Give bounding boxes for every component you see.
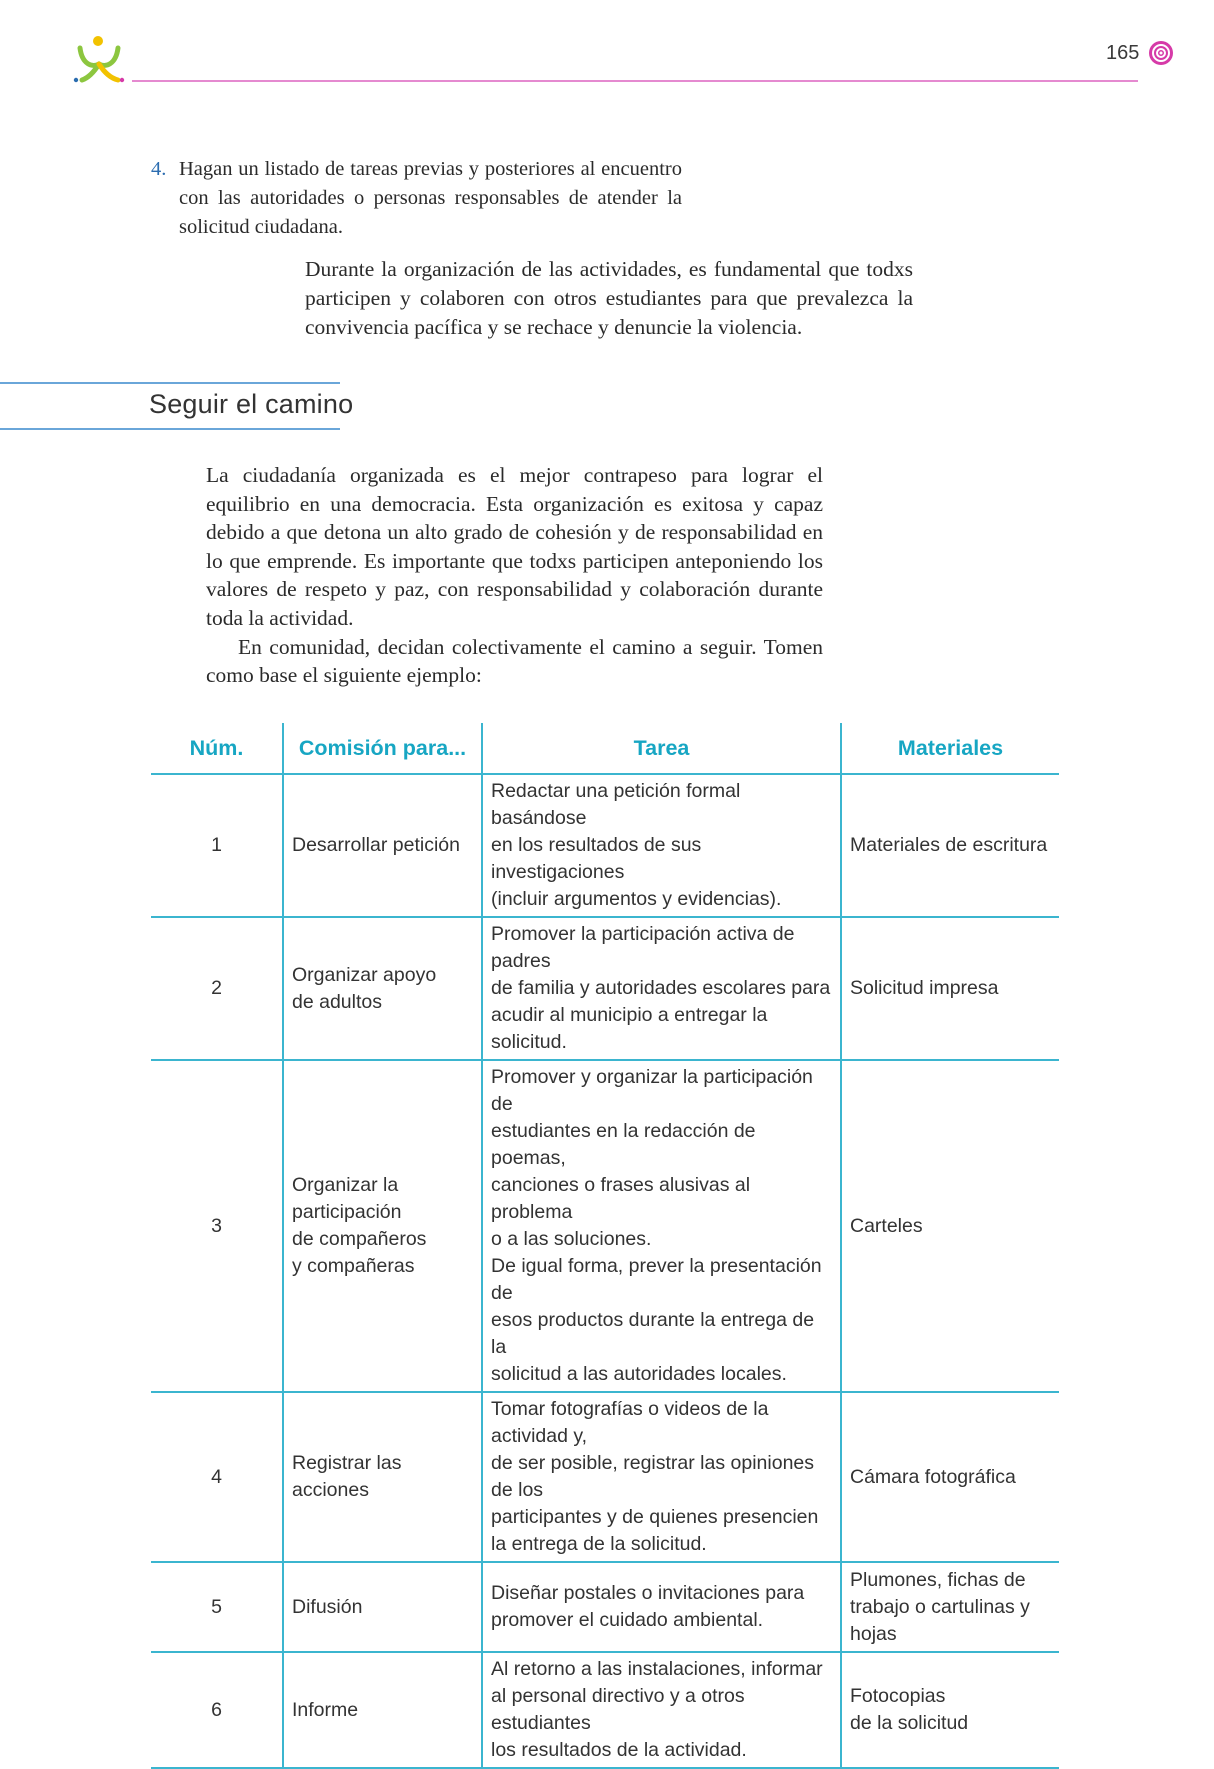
table-header-row — [151, 723, 1059, 774]
cell-commission: Organizar apoyo de adultos — [283, 917, 482, 1060]
header-materials: Materiales — [841, 723, 1059, 774]
header-task: Tarea — [482, 723, 841, 774]
table-row — [151, 917, 1059, 1060]
cell-num: 3 — [151, 1060, 283, 1392]
cell-task: Promover y organizar la participación de estudiantes en la redacción de poemas, canciones o frases alusivas al problema o a las soluciones. De igual forma, prever la presentación de esos productos durante la entrega de la solicitud a las autoridades locales. — [482, 1060, 841, 1392]
brand-logo-icon — [72, 34, 128, 86]
cell-materials: Solicitud impresa — [841, 917, 1059, 1060]
cell-commission: Registrar las acciones — [283, 1392, 482, 1562]
commission-table — [151, 723, 1059, 1769]
cell-materials: Carteles — [841, 1060, 1059, 1392]
cell-task: Diseñar postales o invitaciones para promover el cuidado ambiental. — [482, 1562, 841, 1652]
table-row — [151, 1652, 1059, 1768]
item-number: 4. — [151, 158, 167, 180]
header-num: Núm. — [151, 723, 283, 774]
cell-task: Redactar una petición formal basándose en los resultados de sus investigaciones (incluir argumentos y evidencias). — [482, 774, 841, 917]
cell-materials: Cámara fotográfica — [841, 1392, 1059, 1562]
cell-task: Al retorno a las instalaciones, informar al personal directivo y a otros estudiantes los resultados de la actividad. — [482, 1652, 841, 1768]
decorative-flower-icon — [1146, 38, 1176, 68]
section-body — [206, 461, 823, 690]
cell-num: 4 — [151, 1392, 283, 1562]
body-paragraph-1: La ciudadanía organizada es el mejor contrapeso para lograr el equilibrio en una democracia. Esta organización es exitosa y capaz debido a que detona un alto grado de cohesión y de responsabilidad en lo que emprende. Es importante que todxs participen anteponiendo los valores de respeto y paz, con responsabilidad y colaboración durante toda la actividad. — [206, 463, 823, 630]
cell-commission: Difusión — [283, 1562, 482, 1652]
table-row — [151, 1562, 1059, 1652]
table-row — [151, 1060, 1059, 1392]
header-rule — [132, 80, 1138, 82]
body-paragraph-2: En comunidad, decidan colectivamente el camino a seguir. Tomen como base el siguiente ejemplo: — [206, 634, 823, 688]
table-row — [151, 1392, 1059, 1562]
cell-commission: Desarrollar petición — [283, 774, 482, 917]
cell-task: Promover la participación activa de padres de familia y autoridades escolares para acudir al municipio a entregar la solicitud. — [482, 917, 841, 1060]
cell-num: 2 — [151, 917, 283, 1060]
item-text: Hagan un listado de tareas previas y posteriores al encuentro con las autoridades o personas responsables de atender la solicitud ciudadana. — [179, 158, 682, 238]
cell-num: 1 — [151, 774, 283, 917]
activity-item-4 — [151, 155, 682, 242]
page-number: 165 — [1106, 42, 1140, 64]
cell-num: 5 — [151, 1562, 283, 1652]
cell-materials: Fotocopias de la solicitud — [841, 1652, 1059, 1768]
cell-commission: Organizar la participación de compañeros y compañeras — [283, 1060, 482, 1392]
cell-task: Tomar fotografías o videos de la actividad y, de ser posible, registrar las opiniones de los participantes y de quienes presencien la entrega de la solicitud. — [482, 1392, 841, 1562]
cell-commission: Informe — [283, 1652, 482, 1768]
cell-materials: Materiales de escritura — [841, 774, 1059, 917]
cell-materials: Plumones, fichas de trabajo o cartulinas y hojas — [841, 1562, 1059, 1652]
note-paragraph: Durante la organización de las actividades, es fundamental que todxs participen y colaboren con otros estudiantes para que prevalezca la convivencia pacífica y se rechace y denuncie la violencia. — [305, 257, 913, 339]
section-title: Seguir el camino — [149, 389, 354, 419]
header-commission: Comisión para... — [283, 723, 482, 774]
section-rule-top — [0, 382, 340, 384]
table-row — [151, 774, 1059, 917]
cell-num: 6 — [151, 1652, 283, 1768]
section-rule-bottom — [0, 428, 340, 430]
